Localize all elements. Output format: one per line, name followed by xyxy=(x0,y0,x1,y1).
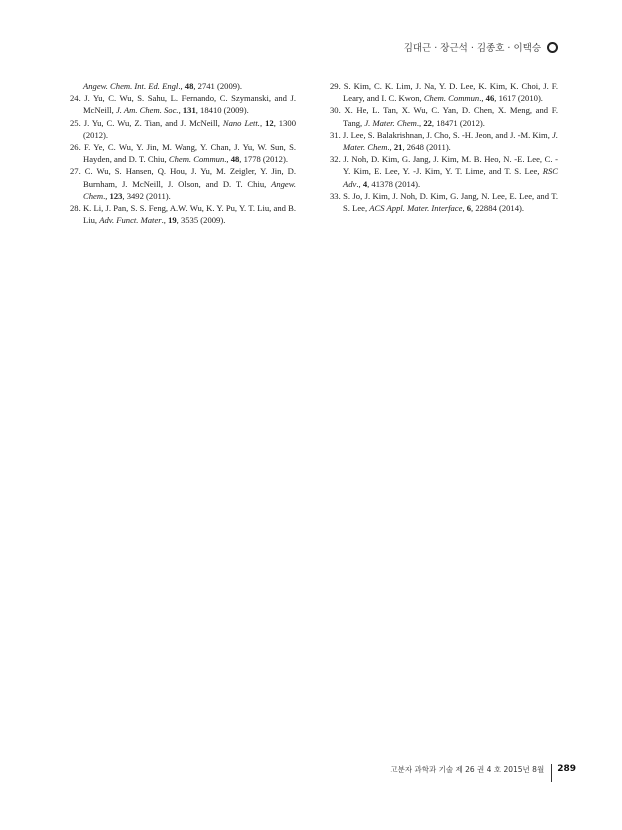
reference-text: ., xyxy=(356,178,363,189)
reference-text: ., xyxy=(416,117,424,128)
reference-item xyxy=(330,80,558,104)
volume-number: 46 xyxy=(485,93,495,104)
reference-text: , 3535 (2009). xyxy=(176,215,226,226)
reference-text: ., xyxy=(224,154,231,165)
volume-number: 12 xyxy=(265,117,274,128)
reference-number: 29. xyxy=(330,81,341,91)
volume-number: 19 xyxy=(168,215,177,226)
journal-name: J. Mater. Chem xyxy=(364,117,417,128)
volume-number: 131 xyxy=(182,105,196,116)
reference-text: , 1778 (2012). xyxy=(239,154,288,165)
reference-text: , xyxy=(462,203,467,214)
reference-number: 30. xyxy=(330,105,341,116)
reference-text: K. Li, J. Pan, S. S. Feng, A.W. Wu, K. Y. Pu, Y. T. Liu, and B. Liu, xyxy=(80,203,296,226)
volume-number: 4 xyxy=(362,178,368,189)
volume-number: 123 xyxy=(109,190,123,201)
reference-text: J. Yu, C. Wu, S. Sahu, L. Fernando, C. Szymanski, and J. McNeill, xyxy=(80,93,296,116)
volume-number: 22 xyxy=(423,117,432,128)
reference-item xyxy=(330,190,558,214)
reference-text: , 41378 (2014). xyxy=(367,178,421,189)
reference-number: 24. xyxy=(70,93,81,104)
journal-name: J. Am. Chem. Soc. xyxy=(115,105,179,116)
reference-number: 32. xyxy=(330,154,341,165)
journal-name: Chem. Commun xyxy=(423,93,480,104)
reference-item xyxy=(70,117,296,141)
references-right-column xyxy=(330,80,558,214)
reference-text: J. Yu, C. Wu, Z. Tian, and J. McNeill, xyxy=(80,117,223,128)
reference-text: , 2741 (2009). xyxy=(193,81,243,91)
reference-text: ., xyxy=(387,142,394,153)
reference-number: 27. xyxy=(70,166,81,177)
reference-text: , xyxy=(178,105,183,116)
reference-number: 25. xyxy=(70,117,81,128)
reference-text: , 1300 (2012). xyxy=(83,117,296,140)
journal-name: Chem. Commun xyxy=(168,154,225,165)
page-number: 289 xyxy=(557,764,576,774)
reference-item xyxy=(330,104,558,128)
reference-text: C. Wu, S. Hansen, Q. Hou, J. Yu, M. Zeigler, Y. Jin, D. Burnham, J. McNeill, J. Olson, and D. T. Chiu, xyxy=(80,166,296,189)
journal-name: Angew. Chem xyxy=(83,178,296,201)
references-left-column xyxy=(70,80,296,226)
reference-item xyxy=(70,165,296,202)
page-footer xyxy=(390,760,576,778)
reference-item xyxy=(70,141,296,165)
journal-name: Nano Lett. xyxy=(222,117,260,128)
reference-text: S. Kim, C. K. Lim, J. Na, Y. D. Lee, K. Kim, K. Choi, J. F. Leary, and I. C. Kwon, xyxy=(340,81,558,104)
reference-item xyxy=(70,202,296,226)
volume-number: 48 xyxy=(230,154,240,165)
volume-number: 6 xyxy=(466,203,472,214)
journal-name: RSC Adv xyxy=(343,166,558,189)
reference-number: 31. xyxy=(330,129,341,140)
reference-text: , 18410 (2009). xyxy=(195,105,249,116)
reference-item xyxy=(330,153,558,190)
running-header xyxy=(404,40,558,54)
reference-text: ., xyxy=(178,81,185,91)
footer-divider xyxy=(551,764,552,782)
reference-item xyxy=(70,80,296,92)
volume-number: 21 xyxy=(393,142,403,153)
reference-number: 26. xyxy=(70,142,81,153)
journal-name: Angew. Chem. Int. Ed. Engl xyxy=(83,81,179,91)
reference-item xyxy=(330,129,558,153)
journal-name: Adv. Funct. Mater xyxy=(99,215,162,226)
journal-name: ACS Appl. Mater. Interface xyxy=(369,203,463,214)
volume-number: 48 xyxy=(184,81,194,91)
reference-text: X. He, L. Tan, X. Wu, C. Yan, D. Chen, X. Meng, and F. Tang, xyxy=(340,105,558,128)
circle-icon xyxy=(547,42,558,53)
reference-text: , xyxy=(259,117,266,128)
reference-text: , 2648 (2011). xyxy=(402,142,451,153)
reference-number: 33. xyxy=(330,190,341,201)
footer-journal-info: 고분자 과학과 기술 제 26 권 4 호 2015년 8월 xyxy=(390,764,545,774)
reference-item xyxy=(70,92,296,116)
reference-text: ., xyxy=(103,190,110,201)
reference-text: F. Ye, C. Wu, Y. Jin, M. Wang, Y. Chan, J. Yu, W. Sun, S. Hayden, and D. T. Chiu, xyxy=(80,142,296,165)
reference-text: J. Lee, S. Balakrishnan, J. Cho, S. -H. Jeon, and J. -M. Kim, xyxy=(340,129,553,140)
reference-text: , 22884 (2014). xyxy=(471,203,525,214)
reference-number: 28. xyxy=(70,203,81,214)
journal-name: J. Mater. Chem xyxy=(343,129,558,153)
reference-text: , 3492 (2011). xyxy=(122,190,171,201)
reference-text: ., xyxy=(479,93,486,104)
reference-text: J. Noh, D. Kim, G. Jang, J. Kim, M. B. Heo, N. -E. Lee, C. -Y. Kim, E. Lee, Y. -J. Kim, Y. T. Lime, and T. S. Lee, xyxy=(340,154,558,177)
header-authors: 김대근 · 장근석 · 김종호 · 이택승 xyxy=(403,43,541,54)
reference-text: , 1617 (2010). xyxy=(494,93,543,104)
reference-text: S. Jo, J. Kim, J. Noh, D. Kim, G. Jang, N. Lee, E. Lee, and T. S. Lee, xyxy=(340,190,558,214)
reference-text: , 18471 (2012). xyxy=(431,117,485,128)
reference-text: ., xyxy=(161,215,169,226)
